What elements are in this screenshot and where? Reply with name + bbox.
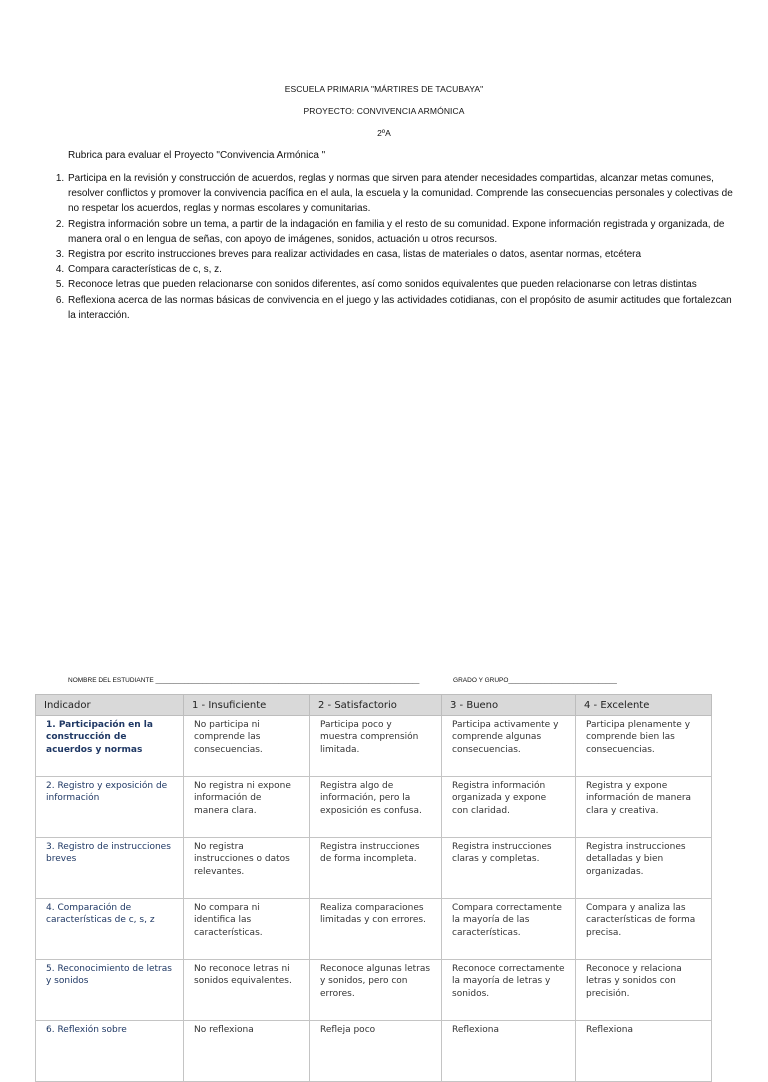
table-row [36,838,712,899]
header-level-3: 3 - Bueno [442,695,576,716]
criterion-item: 6. Reflexiona acerca de las normas básicas de convivencia en el juego y las actividades cotidianas, con el propósito de asumir actitudes que fortalezcan la interacción. [67,293,739,323]
level-cell: No compara ni identifica las características. [184,899,310,960]
level-cell: Participa poco y muestra comprensión limitada. [310,716,442,777]
table-row [36,1021,712,1082]
criteria-list [48,171,739,323]
header-level-4: 4 - Excelente [576,695,712,716]
level-cell: Compara y analiza las características de forma precisa. [576,899,712,960]
student-name-field: NOMBRE DEL ESTUDIANTE _________________________________________________________________________ [68,677,420,684]
indicator-cell: 2. Registro y exposición de información [36,777,184,838]
level-cell: No registra ni expone información de manera clara. [184,777,310,838]
level-cell: Participa plenamente y comprende bien las consecuencias. [576,716,712,777]
level-cell: No registra instrucciones o datos relevantes. [184,838,310,899]
level-cell: Reflexiona [442,1021,576,1082]
level-cell: Registra instrucciones claras y completas. [442,838,576,899]
level-cell: Registra instrucciones detalladas y bien organizadas. [576,838,712,899]
header-level-2: 2 - Satisfactorio [310,695,442,716]
criterion-item: 1. Participa en la revisión y construcción de acuerdos, reglas y normas que sirven para atender necesidades compartidas, alcanzar metas comunes, resolver conflictos y promover la convivencia pacífica en el aula, la escuela y la comunidad. Comprende las consecuencias personales y colectivas de no respetar los acuerdos, reglas y normas escolares y comunitarias. [67,171,739,217]
header-level-1: 1 - Insuficiente [184,695,310,716]
table-row [36,960,712,1021]
level-cell: No reconoce letras ni sonidos equivalentes. [184,960,310,1021]
level-cell: Registra algo de información, pero la exposición es confusa. [310,777,442,838]
table-row [36,716,712,777]
table-row [36,899,712,960]
level-cell: No reflexiona [184,1021,310,1082]
group-label: 2ºA [377,128,391,138]
student-info-line [68,677,688,684]
level-cell: Refleja poco [310,1021,442,1082]
level-cell: Registra y expone información de manera clara y creativa. [576,777,712,838]
criterion-item: 3. Registra por escrito instrucciones breves para realizar actividades en casa, listas de materiales o datos, asentar normas, etcétera [67,247,739,262]
level-cell: Reconoce algunas letras y sonidos, pero con errores. [310,960,442,1021]
level-cell: Realiza comparaciones limitadas y con errores. [310,899,442,960]
level-cell: Reconoce y relaciona letras y sonidos con precisión. [576,960,712,1021]
level-cell: No participa ni comprende las consecuencias. [184,716,310,777]
rubric-header-row [36,695,712,716]
level-cell: Registra información organizada y expone con claridad. [442,777,576,838]
indicator-cell: 4. Comparación de características de c, s, z [36,899,184,960]
table-row [36,777,712,838]
indicator-cell: 1. Participación en la construcción de acuerdos y normas [36,716,184,777]
level-cell: Compara correctamente la mayoría de las características. [442,899,576,960]
rubric-table [35,694,712,1082]
level-cell: Reconoce correctamente la mayoría de letras y sonidos. [442,960,576,1021]
criterion-item: 5. Reconoce letras que pueden relacionarse con sonidos diferentes, así como sonidos equivalentes que pueden relacionarse con letras distintas [67,277,739,292]
grade-group-field: GRADO Y GRUPO______________________________ [453,677,617,684]
indicator-cell: 3. Registro de instrucciones breves [36,838,184,899]
rubric-intro: Rubrica para evaluar el Proyecto "Convivencia Armónica " [68,150,326,161]
indicator-cell: 5. Reconocimiento de letras y sonidos [36,960,184,1021]
school-name: ESCUELA PRIMARIA "MÁRTIRES DE TACUBAYA" [284,84,484,94]
level-cell: Participa activamente y comprende algunas consecuencias. [442,716,576,777]
indicator-cell: 6. Reflexión sobre [36,1021,184,1082]
header-indicator: Indicador [36,695,184,716]
project-title: PROYECTO: CONVIVENCIA ARMÓNICA [303,106,465,116]
criterion-item: 4. Compara características de c, s, z. [67,262,739,277]
level-cell: Registra instrucciones de forma incompleta. [310,838,442,899]
level-cell: Reflexiona [576,1021,712,1082]
rubric-table-container [35,694,711,1035]
criterion-item: 2. Registra información sobre un tema, a partir de la indagación en familia y el resto de su comunidad. Expone información registrada y organizada, de manera oral o en lengua de señas, con apoyo de imágenes, sonidos, actuación u otros recursos. [67,217,739,247]
